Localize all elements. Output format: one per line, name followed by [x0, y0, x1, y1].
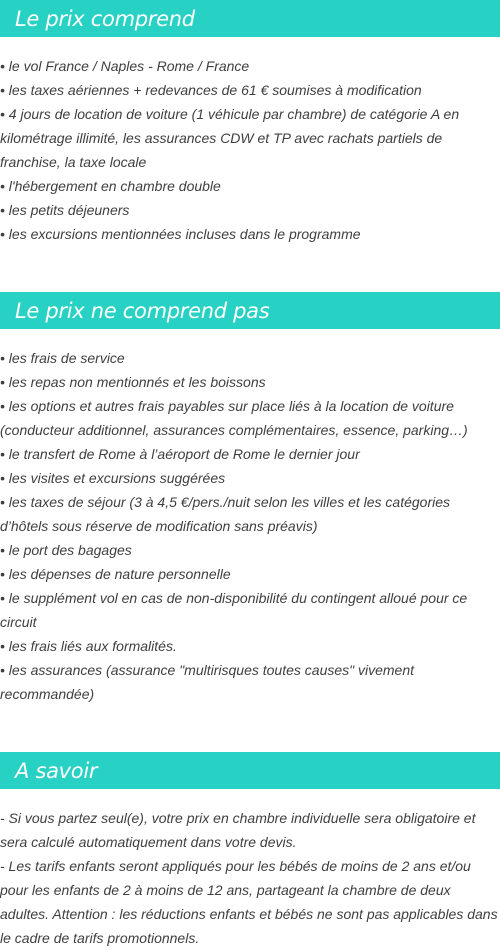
list-item: • les dépenses de nature personnelle: [0, 566, 231, 582]
excludes-list: [0, 329, 500, 706]
section-price-includes: [0, 0, 500, 246]
section-title-excludes: Le prix ne comprend pas: [15, 298, 270, 323]
list-item: • l'hébergement en chambre double: [0, 178, 221, 194]
list-item: • le transfert de Rome à l’aéroport de Rome le dernier jour: [0, 446, 360, 462]
list-item: • les frais de service: [0, 350, 125, 366]
section-title-includes: Le prix comprend: [15, 6, 195, 31]
list-item: • les excursions mentionnées incluses dans le programme: [0, 226, 361, 242]
list-item: • les petits déjeuners: [0, 202, 130, 218]
info-paragraph: - Les tarifs enfants seront appliqués pour les bébés de moins de 2 ans et/ou pour les enfants de 2 à moins de 12 ans, partageant la chambre de deux adultes. Attention : les réductions enfants et bébés ne sont pas applicables dans le cadre de tarifs promotionnels.: [0, 858, 498, 946]
list-item: • les repas non mentionnés et les boissons: [0, 374, 266, 390]
section-price-excludes: [0, 292, 500, 706]
list-item: • le port des bagages: [0, 542, 132, 558]
section-good-to-know: [0, 752, 500, 950]
section-header-includes: [0, 0, 500, 37]
list-item: • les taxes aériennes + redevances de 61 € soumises à modification: [0, 82, 422, 98]
list-item: • le supplément vol en cas de non-disponibilité du contingent alloué pour ce circuit: [0, 590, 468, 630]
list-item: • les assurances (assurance "multirisques toutes causes" vivement recommandée): [0, 662, 415, 702]
section-header-info: [0, 752, 500, 789]
includes-list: [0, 37, 500, 246]
list-item: • les options et autres frais payables sur place liés à la location de voiture (conducteur additionnel, assurances complémentaires, essence, parking…): [0, 398, 468, 438]
section-title-info: A savoir: [15, 758, 98, 783]
section-header-excludes: [0, 292, 500, 329]
info-list: [0, 789, 500, 950]
list-item: • les visites et excursions suggérées: [0, 470, 226, 486]
list-item: • les taxes de séjour (3 à 4,5 €/pers./nuit selon les villes et les catégories d’hôtels sous réserve de modification sans préavis): [0, 494, 451, 534]
list-item: • 4 jours de location de voiture (1 véhicule par chambre) de catégorie A en kilométrage illimité, les assurances CDW et TP avec rachats partiels de franchise, la taxe locale: [0, 106, 460, 170]
info-paragraph: - Si vous partez seul(e), votre prix en chambre individuelle sera obligatoire et sera calculé automatiquement dans votre devis.: [0, 810, 476, 850]
list-item: • les frais liés aux formalités.: [0, 638, 177, 654]
list-item: • le vol France / Naples - Rome / France: [0, 58, 250, 74]
